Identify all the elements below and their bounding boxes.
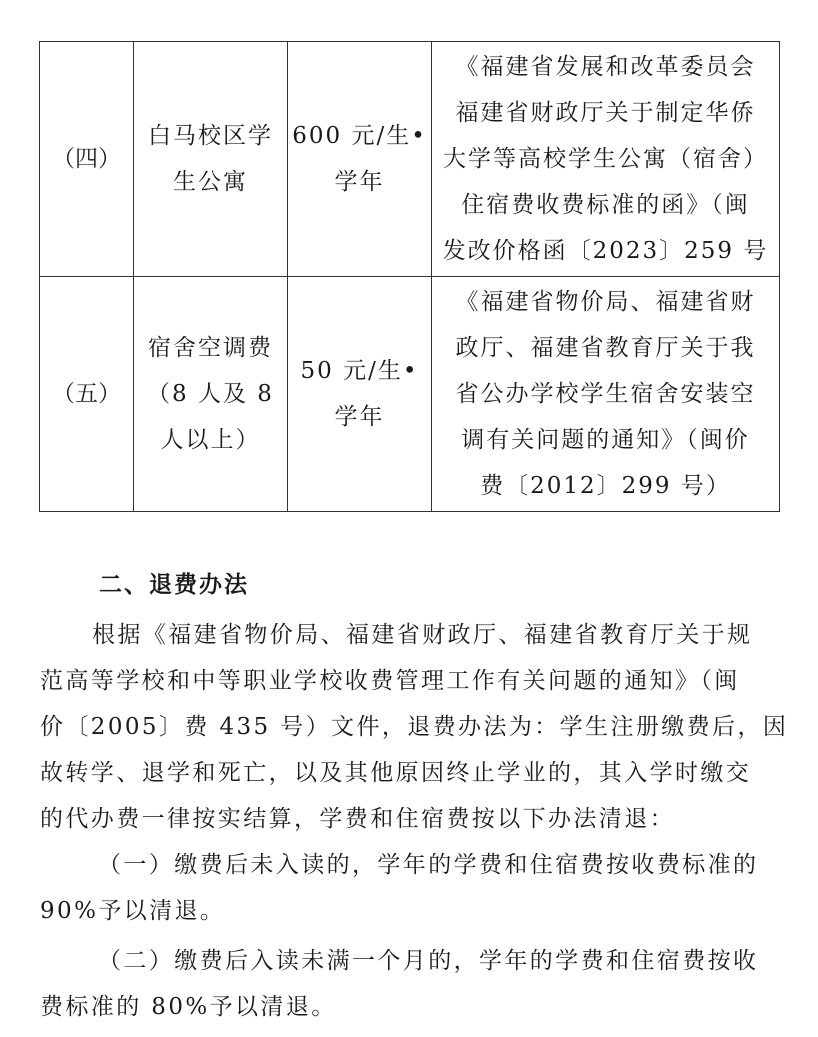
text-line: 范高等学校和中等职业学校收费管理工作有关问题的通知》（闽 [40,668,740,694]
paragraph-refund-basis [40,612,789,842]
row-item [134,42,288,277]
fee-line: 学年 [334,169,385,195]
basis-line: 福建省财政厅关于制定华侨 [455,100,756,126]
basis-line: 大学等高校学生公寓（宿舍） [443,146,768,172]
item-line: 人以上） [160,427,261,453]
section-heading: 二、退费办法 [99,572,249,598]
table-row [40,42,780,277]
basis-line: 《福建省发展和改革委员会 [455,54,756,80]
text-line: 根据《福建省物价局、福建省财政厅、福建省教育厅关于规 [92,622,753,648]
basis-line: 省公办学校学生宿舍安装空 [455,381,756,407]
row-basis [432,277,780,512]
basis-line: 调有关问题的通知》（闽价 [461,427,750,453]
basis-line: 住宿费收费标准的函》（闽 [461,192,750,218]
text-line: 的代办费一律按实结算，学费和住宿费按以下办法清退： [40,806,675,832]
text-line: （一）缴费后未入读的，学年的学费和住宿费按收费标准的 [98,852,759,878]
paragraph-rule-1 [40,842,782,934]
item-line: （8 人及 8 [147,381,274,407]
row-index: （四） [40,42,134,277]
row-basis [432,42,780,277]
row-fee [288,42,432,277]
fee-line: 600 元/生• [292,123,427,149]
table-row [40,277,780,512]
item-line: 白马校区学 [148,123,273,149]
text-line: （二）缴费后入读未满一个月的，学年的学费和住宿费按收 [98,948,759,974]
text-line: 90%予以清退。 [40,898,226,924]
basis-line: 《福建省物价局、福建省财 [455,289,756,315]
text-line: 故转学、退学和死亡，以及其他原因终止学业的，其入学时缴交 [40,760,752,786]
item-line: 宿舍空调费 [148,335,273,361]
basis-line: 费〔2012〕299 号） [480,473,731,499]
basis-line: 发改价格函〔2023〕259 号 [442,238,769,264]
fee-table [39,41,780,512]
paragraph-rule-2 [40,938,782,1030]
fee-line: 学年 [334,404,385,430]
text-line: 价〔2005〕费 435 号）文件，退费办法为：学生注册缴费后，因 [40,714,789,740]
row-index: （五） [40,277,134,512]
row-fee [288,277,432,512]
basis-line: 政厅、福建省教育厅关于我 [455,335,756,361]
item-line: 生公寓 [173,169,248,195]
text-line: 费标准的 80%予以清退。 [40,994,337,1020]
fee-line: 50 元/生• [300,358,419,384]
row-item [134,277,288,512]
